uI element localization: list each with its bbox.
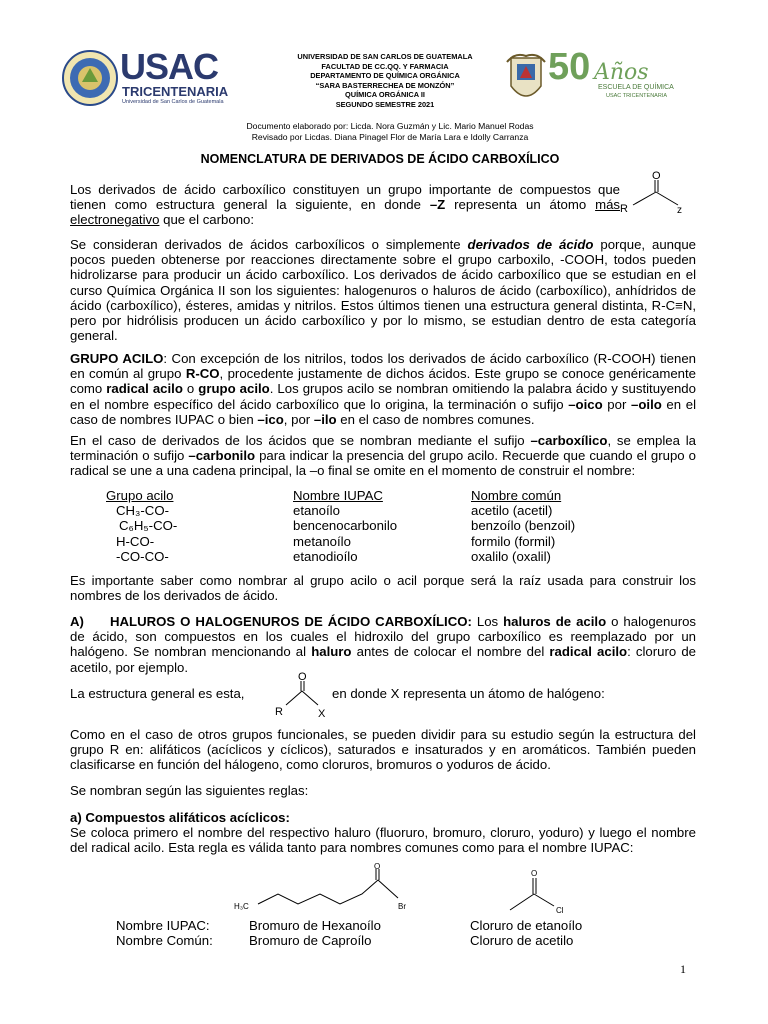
- table-header: Grupo acilo: [106, 488, 174, 503]
- para-bold: –carbonilo: [188, 448, 256, 464]
- section-a-letter: A): [70, 614, 84, 629]
- document-title: NOMENCLATURA DE DERIVADOS DE ÁCIDO CARBOXÍLICO: [200, 152, 560, 166]
- hexanoyl-bromide-structure: [232, 862, 432, 918]
- name-value: Bromuro de Caproílo: [249, 933, 372, 949]
- section-a-paragraph: [70, 614, 696, 675]
- struct-z-label: z: [677, 205, 682, 216]
- credit-line: Revisado por Licdas. Diana Pinagel Flor de María Lara e Idolly Carranza: [251, 131, 529, 142]
- usac-brand: USAC: [120, 46, 219, 87]
- usac-logo: [62, 48, 232, 110]
- para-bold: radical acilo: [549, 644, 628, 660]
- para-text: , se emplea la terminación o sufijo: [70, 433, 696, 464]
- page-number: 1: [680, 962, 686, 976]
- struct-o-label: O: [298, 671, 307, 683]
- para-bold: –oilo: [631, 396, 662, 412]
- name-label: Nombre Común:: [116, 933, 213, 949]
- anniversary-logo: [548, 46, 678, 106]
- aliphatic-heading: [70, 810, 696, 825]
- table-cell: bencenocarbonilo: [293, 518, 398, 534]
- names-molecule-1: [249, 918, 381, 948]
- para-bold: –ilo: [313, 411, 337, 427]
- table-cell: acetilo (acetil): [471, 503, 553, 519]
- para-text: , por: [283, 411, 314, 427]
- faculty-crest-icon: [505, 52, 547, 108]
- acyl-group-paragraph: [70, 351, 696, 427]
- name-value: Cloruro de acetilo: [470, 933, 574, 949]
- table-cell: formilo (formil): [471, 533, 556, 549]
- names-labels: [116, 918, 213, 948]
- table-cell: oxalilo (oxalil): [471, 548, 551, 564]
- h3c-label: H₃C: [234, 902, 249, 911]
- para-text: porque, aunque pocos pueden obtenerse por reacciones directamente sobre el grupo carboxilo, -COOH, todos pueden hidrolizarse para producir un ácido carboxílico. Los derivados de ácido carboxílico que se estudian en el curso Química Orgánica II son los siguientes: halogenuros o haluros de ácido (carboxílico), anhídridos de ácido (carboxílico), ésteres, amidas y nitrilos. Estos últimos tienen una estructura general distinta, R-C: [70, 237, 696, 313]
- credits: [150, 121, 630, 142]
- anniversary-number: 50: [548, 46, 591, 88]
- table-cell: CH₃-CO-: [116, 503, 169, 519]
- para-bold: grupo acilo: [198, 381, 270, 397]
- para-bold: haluro: [311, 644, 352, 660]
- aliphatic-paragraph: Se coloca primero el nombre del respectivo haluro (fluoruro, bromuro, cloruro, yoduro) y luego el nombre del radical acilo. Esta regla es válida tanto para nombres comunes como para el nombre IUPAC:: [70, 825, 696, 856]
- carboxylic-suffix-paragraph: [70, 433, 696, 479]
- table-cell: etanoílo: [293, 503, 340, 519]
- general-structure-desc: en donde X representa un átomo de halógeno:: [332, 686, 605, 701]
- para-bold: radical acilo: [106, 381, 183, 397]
- acyl-heading: GRUPO ACILO: [70, 351, 164, 366]
- acyl-table-col-common: [471, 488, 575, 564]
- acyl-halide-structure-diagram: [272, 671, 336, 719]
- intro-text2: representa un átomo: [445, 197, 596, 213]
- para-text: En el caso de derivados de los ácidos que se nombran mediante el sufijo: [70, 433, 531, 448]
- institution-header: [260, 52, 510, 110]
- struct-o-label: O: [652, 170, 661, 182]
- intro-text: Los derivados de ácido carboxílico constituyen un grupo importante de compuestos que tienen como estructura general la siguiente, en donde: [70, 182, 620, 213]
- name-value: Cloruro de etanoílo: [470, 918, 583, 933]
- table-cell: metanoílo: [293, 533, 351, 549]
- para-bold: –ico: [257, 411, 284, 427]
- para-bold: haluros de acilo: [503, 614, 607, 629]
- para-text: por: [602, 396, 632, 412]
- usac-tagline: Universidad de San Carlos de Guatemala: [122, 99, 224, 105]
- header-line: QUÍMICA ORGÁNICA II: [345, 90, 425, 100]
- anniversary-word: Años: [594, 60, 649, 85]
- triple-bond-symbol: ≡: [675, 297, 683, 313]
- rules-intro: Se nombran según las siguientes reglas:: [70, 783, 309, 798]
- intro-paragraph: [70, 182, 620, 228]
- table-cell: H-CO-: [116, 533, 155, 549]
- classification-paragraph: Como en el caso de otros grupos funcionales, se pueden dividir para su estudio según la estructura del grupo R en: alifáticos (acíclicos y cíclicos), saturados e insaturados y en aromáticos. También pueden clasificarse en función del hálogeno, como cloruros, bromuros o yoduros de ácido.: [70, 727, 696, 773]
- table-cell: benzoílo (benzoil): [471, 518, 576, 534]
- para-text: : Con excepción de los nitrilos, todos los derivados de ácido carboxílico (R-COOH) tienen en común al grupo: [70, 351, 696, 382]
- anniversary-sub: USAC TRICENTENARIA: [606, 93, 668, 99]
- derivatives-paragraph: [70, 237, 696, 343]
- acyl-importance-paragraph: Es importante saber como nombrar al grupo acilo o acil porque será la raíz usada para construir los nombres de los derivados de ácido.: [70, 573, 696, 604]
- br-label: Br: [398, 902, 406, 911]
- acetyl-chloride-structure: [500, 862, 580, 918]
- acyl-table-col-iupac: [293, 488, 397, 564]
- o-label: O: [374, 862, 381, 871]
- para-text: o halogenuros de ácido, son compuestos en los cuales el hidroxilo del grupo carboxílico es reemplazado por un halógeno. Se nombran mencionando al: [70, 614, 697, 660]
- para-emphasis: derivados de ácido: [467, 237, 594, 252]
- general-structure-intro: La estructura general es esta,: [70, 686, 245, 701]
- table-cell: -CO-CO-: [116, 548, 169, 564]
- credit-line: Documento elaborado por: Licda. Nora Guzmán y Lic. Mario Manuel Rodas: [246, 121, 534, 131]
- o-label: O: [531, 869, 538, 878]
- acyl-table-col-group: [106, 488, 177, 564]
- header-line: DEPARTAMENTO DE QUÍMICA ORGÁNICA: [310, 71, 460, 81]
- usac-seal-icon: [62, 48, 122, 108]
- header-line: FACULTAD DE CC.QQ. Y FARMACIA: [321, 61, 449, 71]
- table-header: Nombre IUPAC: [293, 488, 383, 503]
- para-text: : cloruro de acetilo, por ejemplo.: [70, 644, 696, 675]
- struct-r-label: R: [620, 203, 628, 215]
- para-text: Se consideran derivados de ácidos carboxílicos o simplemente: [70, 237, 468, 252]
- para-text: o: [182, 381, 199, 397]
- para-text: . Los grupos acilo se nombran omitiendo la palabra ácido y sustituyendo en el nombre específico del ácido carboxílico que lo origina, la terminación o sufijo: [70, 381, 696, 412]
- names-molecule-2: [470, 918, 582, 948]
- cl-label: Cl: [556, 906, 564, 915]
- name-label: Nombre IUPAC:: [116, 918, 210, 933]
- intro-text3: que el carbono:: [159, 212, 255, 228]
- para-text: , procedente justamente de dichos ácidos. Este grupo se conoce genéricamente como: [70, 366, 696, 397]
- table-header: Nombre común: [471, 488, 562, 503]
- section-a-heading: HALUROS O HALOGENUROS DE ÁCIDO CARBOXÍLICO:: [110, 614, 472, 629]
- name-value: Bromuro de Hexanoílo: [249, 918, 381, 933]
- para-text: en el caso de nombres comunes.: [336, 411, 535, 427]
- anniversary-school: ESCUELA DE QUÍMICA: [598, 84, 674, 91]
- para-text: para indicar la presencia del grupo acilo. Recuerde que cuando el grupo o radical se une a una cadena principal, la –o final se omite en el momento de construir el nombre:: [70, 448, 696, 479]
- para-text: Los: [471, 614, 504, 629]
- general-structure-diagram: [618, 168, 698, 218]
- para-bold: –oico: [568, 396, 603, 412]
- header-line: UNIVERSIDAD DE SAN CARLOS DE GUATEMALA: [297, 52, 473, 61]
- table-cell: C₆H₅-CO-: [119, 518, 178, 534]
- struct-x-label: X: [318, 708, 326, 719]
- intro-underlined: más electronegativo: [70, 197, 620, 228]
- para-bold: –carboxílico: [530, 433, 608, 448]
- header-line: “SARA BASTERRECHEA DE MONZÓN”: [315, 80, 455, 90]
- table-cell: etanodioílo: [293, 548, 358, 564]
- struct-r-label: R: [275, 706, 283, 718]
- para-bold: R-CO: [185, 366, 220, 382]
- para-text: en el caso de nombres IUPAC o bien: [70, 396, 697, 427]
- header-line: SEGUNDO SEMESTRE 2021: [335, 99, 435, 109]
- para-text: N, pero por hidrólisis producen un ácido carboxílico y por lo mismo, se estudian dentro de esta categoría general.: [70, 297, 696, 344]
- usac-subtitle: TRICENTENARIA: [122, 84, 229, 99]
- intro-z: –Z: [429, 197, 446, 213]
- subsection-heading: a) Compuestos alifáticos acíclicos:: [70, 810, 290, 825]
- para-text: antes de colocar el nombre del: [351, 644, 550, 660]
